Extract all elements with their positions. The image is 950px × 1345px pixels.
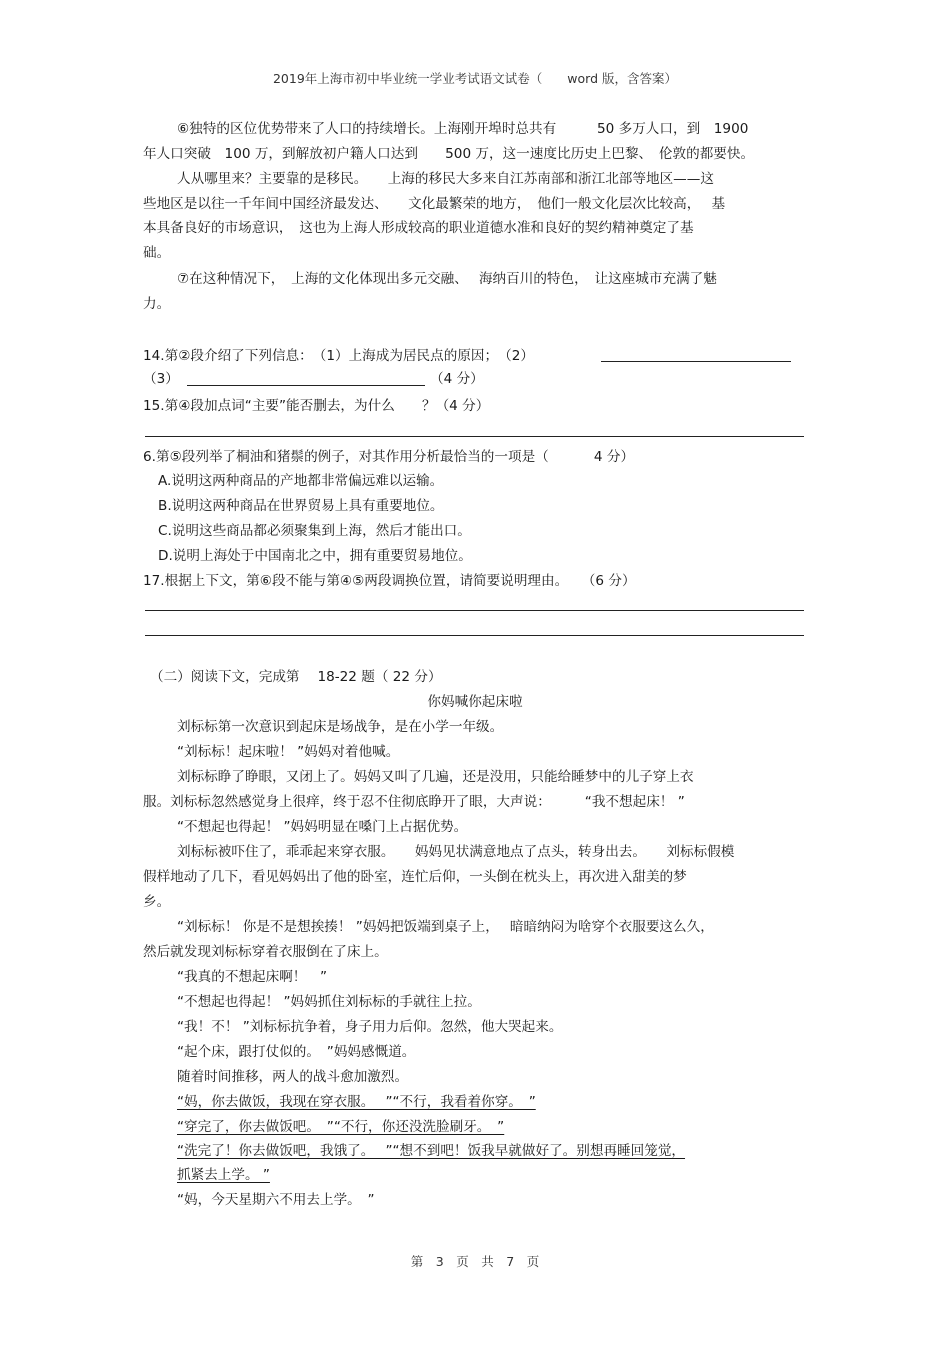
story-line: “刘标标！ 你是不是想挨揍！ ”妈妈把饭端到桌子上， 暗暗纳闷为啥穿个衣服要这么久， xyxy=(177,919,714,935)
question-15: 15.第④段加点词“主要”能否删去，为什么 ？（4 分） xyxy=(143,398,490,414)
page-header: 2019年上海市初中毕业统一学业考试语文试卷（ word 版，含答案） xyxy=(272,71,677,86)
option-c[interactable]: C.说明这些商品都必须聚集到上海，然后才能出口。 xyxy=(158,523,471,539)
question-14: 14.第②段介绍了下列信息： （1）上海成为居民点的原因； （2） xyxy=(143,348,534,364)
question-14-score: （4 分） xyxy=(430,371,484,387)
answer-line-15[interactable] xyxy=(145,436,804,437)
story-line: 然后就发现刘标标穿着衣服倒在了床上。 xyxy=(143,944,388,960)
story-line: “刘标标！起床啦！ ”妈妈对着他喊。 xyxy=(177,744,400,760)
passage-line: 些地区是以往一千年间中国经济最发达、 文化最繁荣的地方， 他们一般文化层次比较高， 基 xyxy=(143,196,726,212)
passage-line: ⑥独特的区位优势带来了人口的持续增长。上海刚开埠时总共有 50 多万人口，到 1900 xyxy=(177,121,749,137)
option-d[interactable]: D.说明上海处于中国南北之中，拥有重要贸易地位。 xyxy=(158,548,472,564)
option-b[interactable]: B.说明这两种商品在世界贸易上具有重要地位。 xyxy=(158,498,444,514)
story-line: 刘标标睁了睁眼，又闭上了。妈妈又叫了几遍，还是没用，只能给睡梦中的儿子穿上衣 xyxy=(177,769,694,785)
story-line: “起个床，跟打仗似的。 ”妈妈感慨道。 xyxy=(177,1044,416,1060)
section-2-intro: （二）阅读下文，完成第 18-22 题（ 22 分） xyxy=(150,669,442,685)
underlined-dialogue: “洗完了！你去做饭吧，我饿了。 ”“想不到吧！饭我早就做好了。别想再睡回笼觉， xyxy=(177,1143,686,1159)
passage-line: 力。 xyxy=(143,296,171,312)
passage-line: 础。 xyxy=(143,245,171,261)
answer-blank-14-3[interactable] xyxy=(187,385,425,386)
question-17: 17.根据上下文，第⑥段不能与第④⑤两段调换位置，请简要说明理由。 （6 分） xyxy=(143,573,636,589)
story-line: 假样地动了几下，看见妈妈出了他的卧室，连忙后仰，一头倒在枕头上，再次进入甜美的梦 xyxy=(143,869,687,885)
story-line: “我真的不想起床啊！ ” xyxy=(177,969,328,985)
story-line: 刘标标第一次意识到起床是场战争，是在小学一年级。 xyxy=(177,719,504,735)
passage-line: 年人口突破 100 万，到解放初户籍人口达到 500 万，这一速度比历史上巴黎、 伦敦的都要快。 xyxy=(143,146,755,162)
passage-line: 本具备良好的市场意识， 这也为上海人形成较高的职业道德水准和良好的契约精神奠定了基 xyxy=(143,220,694,236)
question-16: 6.第⑤段列举了桐油和猪鬃的例子，对其作用分析最恰当的一项是（ 4 分） xyxy=(143,449,635,465)
question-14-part3: （3） xyxy=(143,371,179,387)
story-line: 服。刘标标忽然感觉身上很痒，终于忍不住彻底睁开了眼，大声说： “我不想起床！ ” xyxy=(143,794,685,810)
story-line: “不想起也得起！ ”妈妈抓住刘标标的手就往上拉。 xyxy=(177,994,481,1010)
story-line: 乡。 xyxy=(143,894,171,910)
option-a[interactable]: A.说明这两种商品的产地都非常偏远难以运输。 xyxy=(158,473,444,489)
story-line: “不想起也得起！ ”妈妈明显在嗓门上占据优势。 xyxy=(177,819,468,835)
underlined-dialogue: 抓紧去上学。 ” xyxy=(177,1167,270,1183)
story-line: “妈，今天星期六不用去上学。 ” xyxy=(177,1192,375,1208)
story-title: 你妈喊你起床啦 xyxy=(427,694,523,710)
story-line: “我！不！ ”刘标标抗争着，身子用力后仰。忽然，他大哭起来。 xyxy=(177,1019,563,1035)
underlined-dialogue: “穿完了，你去做饭吧。 ”“不行，你还没洗脸刷牙。 ” xyxy=(177,1119,505,1135)
underlined-dialogue: “妈，你去做饭，我现在穿衣服。 ”“不行，我看着你穿。 ” xyxy=(177,1094,536,1110)
answer-blank-14-2[interactable] xyxy=(601,361,791,362)
answer-line-17b[interactable] xyxy=(145,635,804,636)
page-footer: 第 3 页 共 7 页 xyxy=(410,1254,540,1269)
passage-line: ⑦在这种情况下， 上海的文化体现出多元交融、 海纳百川的特色， 让这座城市充满了魅 xyxy=(177,271,717,287)
story-line: 随着时间推移，两人的战斗愈加激烈。 xyxy=(177,1069,409,1085)
answer-line-17a[interactable] xyxy=(145,610,804,611)
story-line: 刘标标被吓住了，乖乖起来穿衣服。 妈妈见状满意地点了点头，转身出去。 刘标标假模 xyxy=(177,844,735,860)
passage-line: 人从哪里来？主要靠的是移民。 上海的移民大多来自江苏南部和浙江北部等地区——这 xyxy=(177,171,714,187)
